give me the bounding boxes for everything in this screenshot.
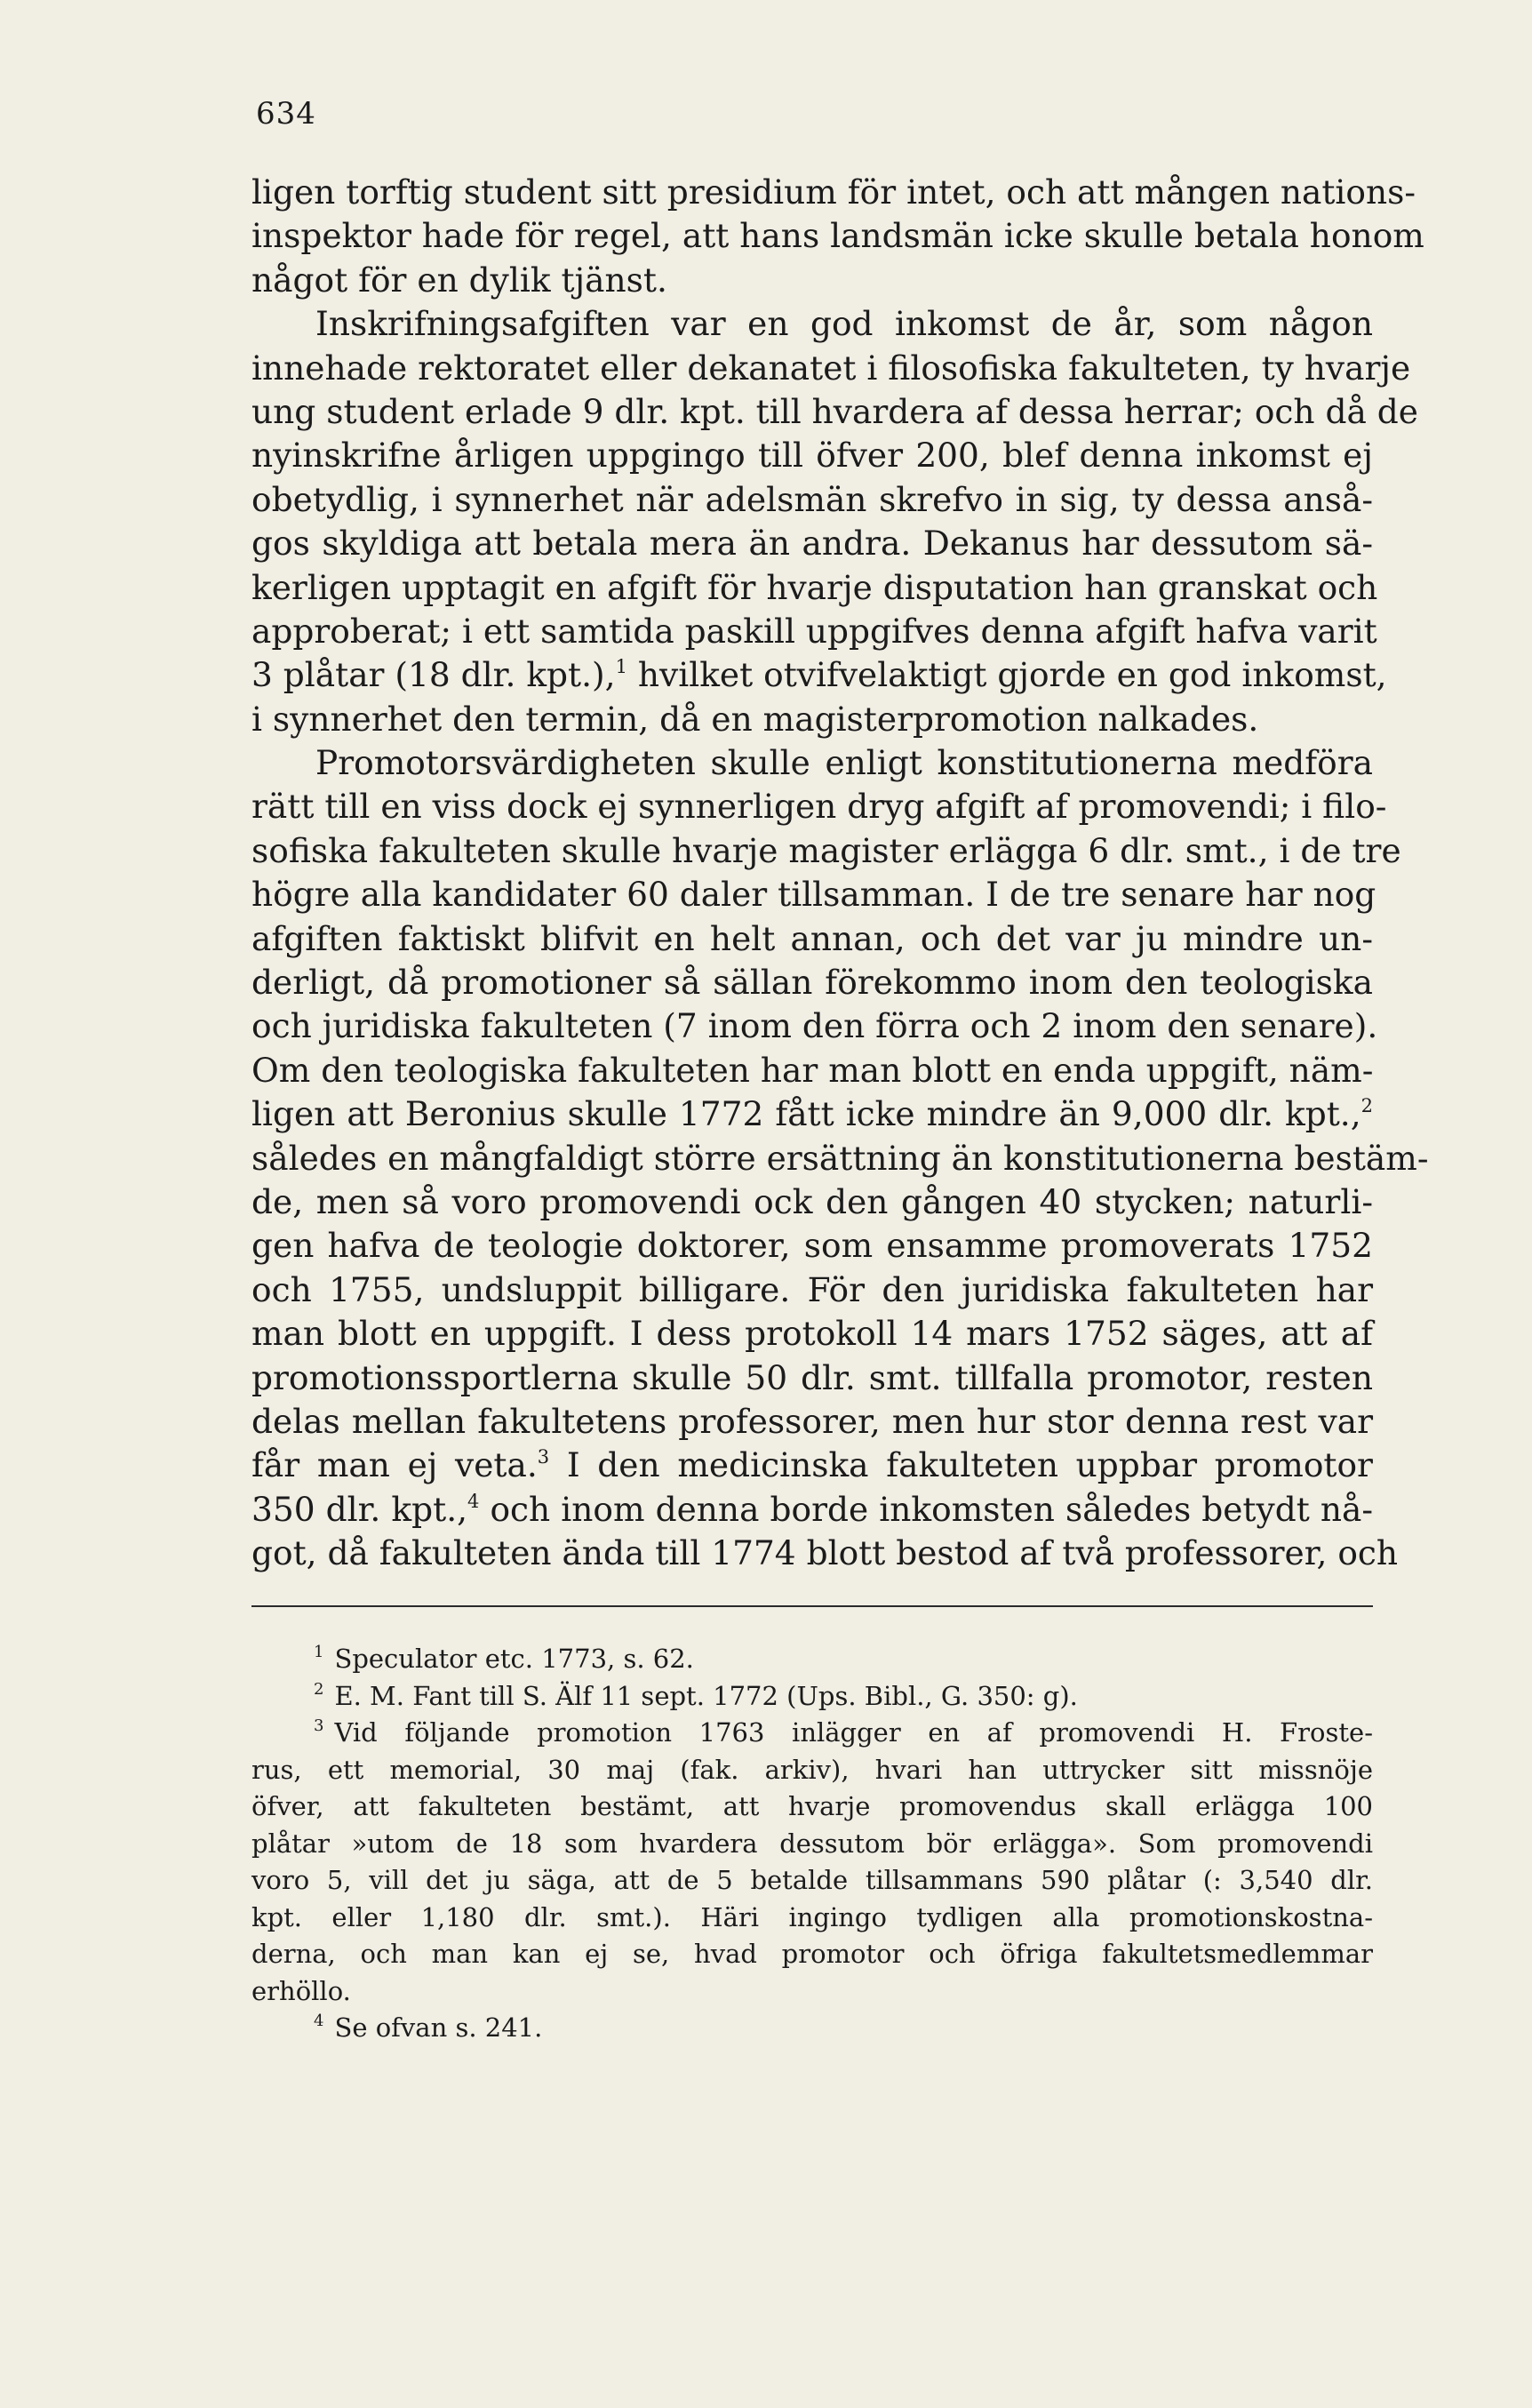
body-line: inspektor hade för regel, att hans landsmän icke skulle betala honom — [251, 216, 1424, 256]
body-line: ligen torftig student sitt presidium för intet, och att mången nations- — [251, 172, 1416, 212]
body-text — [251, 171, 1429, 1576]
body-line: gen hafva de teologie doktorer, som ensamme promoverats 1752 — [251, 1226, 1373, 1266]
body-line: i synnerhet den termin, då en magisterpromotion nalkades. — [251, 699, 1259, 739]
footnote-line: rus, ett memorial, 30 maj (fak. arkiv), hvari han uttrycker sitt missnöje — [251, 1754, 1373, 1785]
body-line: och juridiska fakulteten (7 inom den förra och 2 inom den senare). — [251, 1006, 1378, 1046]
footnote-mark: 1 — [314, 1643, 324, 1661]
footnote-ref: 3 — [537, 1446, 550, 1468]
body-line: innehade rektoratet eller dekanatet i filosofiska fakulteten, ty hvarje — [251, 348, 1411, 388]
body-line: obetydlig, i synnerhet när adelsmän skrefvo in sig, ty dessa anså- — [251, 479, 1373, 519]
body-line: gos skyldiga att betala mera än andra. Dekanus har dessutom sä- — [251, 524, 1373, 564]
footnote-2: $^2$ E. M. Fant till S. Älf 11 sept. 1772 (Ups. Bibl., G. 350: g). — [314, 1679, 1078, 1711]
footnote-mark: 3 — [314, 1716, 324, 1735]
body-line: promotionssportlerna skulle 50 dlr. smt. tillfalla promotor, resten — [251, 1357, 1373, 1397]
body-line: högre alla kandidater 60 daler tillsamman. I de tre senare har nog — [251, 875, 1376, 915]
footnote-ref: 2 — [1360, 1095, 1373, 1117]
footnote-mark: 4 — [314, 2012, 324, 2030]
footnote-1: $^1$ Speculator etc. 1773, s. 62. — [314, 1643, 694, 1674]
body-line: rätt till en viss dock ej synnerligen dryg afgift af promovendi; i filo- — [251, 787, 1387, 827]
body-line: och 1755, undsluppit billigare. För den juridiska fakulteten har — [251, 1269, 1373, 1309]
footnote-line: plåtar »utom de 18 som hvardera dessutom bör erlägga». Som promovendi — [251, 1828, 1373, 1859]
body-line: 350 dlr. kpt.,$^4$ och inom denna borde inkomsten således betydt nå- — [251, 1489, 1373, 1529]
footnote-line: öfver, att fakulteten bestämt, att hvarje promovendus skall erlägga 100 — [251, 1791, 1373, 1821]
footnote-ref: 1 — [615, 656, 627, 678]
body-line: derligt, då promotioner så sällan förekommo inom den teologiska — [251, 963, 1373, 1003]
body-line: Om den teologiska fakulteten har man blott en enda uppgift, näm- — [251, 1050, 1374, 1090]
body-line: ligen att Beronius skulle 1772 fått icke mindre än 9,000 dlr. kpt.,$^2$ — [251, 1094, 1373, 1134]
body-line: kerligen upptagit en afgift för hvarje disputation han granskat och — [251, 567, 1378, 607]
footnote-3: $^3$ Vid följande promotion 1763 inlägger en af promovendi H. Froste- — [314, 1716, 1373, 1748]
body-line: sofiska fakulteten skulle hvarje magister erlägga 6 dlr. smt., i de tre — [251, 830, 1401, 870]
body-line: afgiften faktiskt blifvit en helt annan, och det var ju mindre un- — [251, 918, 1373, 958]
body-line: således en mångfaldigt större ersättning än konstitutionerna bestäm- — [251, 1138, 1429, 1178]
page-number: 634 — [256, 96, 316, 132]
footnote-line: derna, och man kan ej se, hvad promotor och öfriga fakultetsmedlemmar — [251, 1939, 1373, 1969]
footnote-line: voro 5, vill det ju säga, att de 5 betalde tillsammans 590 plåtar (: 3,540 dlr. — [251, 1865, 1373, 1895]
footnotes — [251, 1641, 1373, 2047]
footnote-divider — [251, 1605, 1373, 1607]
body-line: nyinskrifne årligen uppgingo till öfver 200, blef denna inkomst ej — [251, 436, 1373, 476]
body-line: got, då fakulteten ända till 1774 blott bestod af två professorer, och — [251, 1533, 1399, 1573]
footnote-mark: 2 — [314, 1679, 324, 1699]
body-line: något för en dylik tjänst. — [251, 260, 667, 300]
body-line: delas mellan fakultetens professorer, men hur stor denna rest var — [251, 1401, 1373, 1441]
body-line: ung student erlade 9 dlr. kpt. till hvardera af dessa herrar; och då de — [251, 391, 1418, 431]
body-line: man blott en uppgift. I dess protokoll 14 mars 1752 säges, att af — [251, 1314, 1373, 1354]
body-line: Inskrifningsafgiften var en god inkomst de år, som någon — [315, 304, 1373, 344]
footnote-4: $^4$ Se ofvan s. 241. — [314, 2012, 543, 2043]
footnote-line: kpt. eller 1,180 dlr. smt.). Häri ingingo tydligen alla promotionskostna- — [251, 1901, 1373, 1932]
body-line: får man ej veta.$^3$ I den medicinska fakulteten uppbar promotor — [251, 1445, 1373, 1485]
footnote-ref: 4 — [467, 1490, 480, 1512]
body-line: Promotorsvärdigheten skulle enligt konstitutionerna medföra — [315, 743, 1373, 783]
footnote-line: erhöllo. — [251, 1975, 351, 2006]
body-line: 3 plåtar (18 dlr. kpt.),$^1$ hvilket otvifvelaktigt gjorde en god inkomst, — [251, 655, 1387, 695]
body-line: de, men så voro promovendi ock den gången 40 stycken; naturli- — [251, 1181, 1373, 1221]
body-line: approberat; i ett samtida paskill uppgifves denna afgift hafva varit — [251, 611, 1377, 651]
